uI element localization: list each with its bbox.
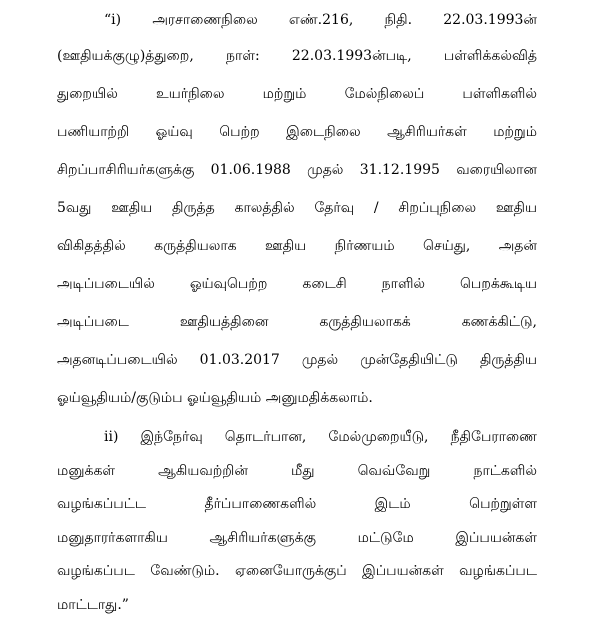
text-line: சிறப்பாசிரியர்களுக்கு 01.06.1988 முதல் 31.12.1995 வரையிலான [57, 162, 537, 178]
text-line: ii) இந்நேர்வு தொடர்பான, மேல்முறையீடு, நீதிபேராணை [104, 429, 537, 445]
text-line: 5வது ஊதிய திருத்த காலத்தில் தேர்வு / சிறப்புநிலை ஊதிய [57, 200, 537, 216]
text-line: மனுதாரர்களாகிய ஆசிரியர்களுக்கு மட்டுமே இப்பயன்கள் [57, 530, 537, 546]
text-line: விகிதத்தில் கருத்தியலாக ஊதிய நிர்ணயம் செய்து, அதன் [57, 238, 537, 254]
text-line: ஓய்வூதியம்/குடும்ப ஓய்வூதியம் அனுமதிக்கலாம். [57, 390, 373, 406]
text-line: வழங்கப்பட வேண்டும். ஏனையோருக்குப் இப்பயன்கள் வழங்கப்பட [57, 563, 537, 579]
text-line: (ஊதியக்குழு)த்துறை, நாள்: 22.03.1993ன்படி, பள்ளிக்கல்வித் [57, 48, 537, 64]
text-line: மாட்டாது.” [57, 597, 129, 613]
text-line: வழங்கப்பட்ட தீர்ப்பாணைகளில் இடம் பெற்றுள்ள [57, 496, 537, 512]
text-line: துறையில் உயர்நிலை மற்றும் மேல்நிலைப் பள்ளிகளில் [57, 86, 537, 102]
text-line: பணியாற்றி ஓய்வு பெற்ற இடைநிலை ஆசிரியர்கள் மற்றும் [57, 124, 537, 140]
text-line: அடிப்படையில் ஓய்வுபெற்ற கடைசி நாளில் பெறக்கூடிய [57, 276, 537, 292]
text-line: மனுக்கள் ஆகியவற்றின் மீது வெவ்வேறு நாட்களில் [57, 463, 537, 479]
text-line: அடிப்படை ஊதியத்தினை கருத்தியலாகக் கணக்கிட்டு, [57, 314, 537, 330]
text-line: “i) அரசாணைநிலை எண்.216, நிதி. 22.03.1993ன் [104, 12, 537, 28]
text-line: அதனடிப்படையில் 01.03.2017 முதல் முன்தேதியிட்டு திருத்திய [57, 352, 537, 368]
